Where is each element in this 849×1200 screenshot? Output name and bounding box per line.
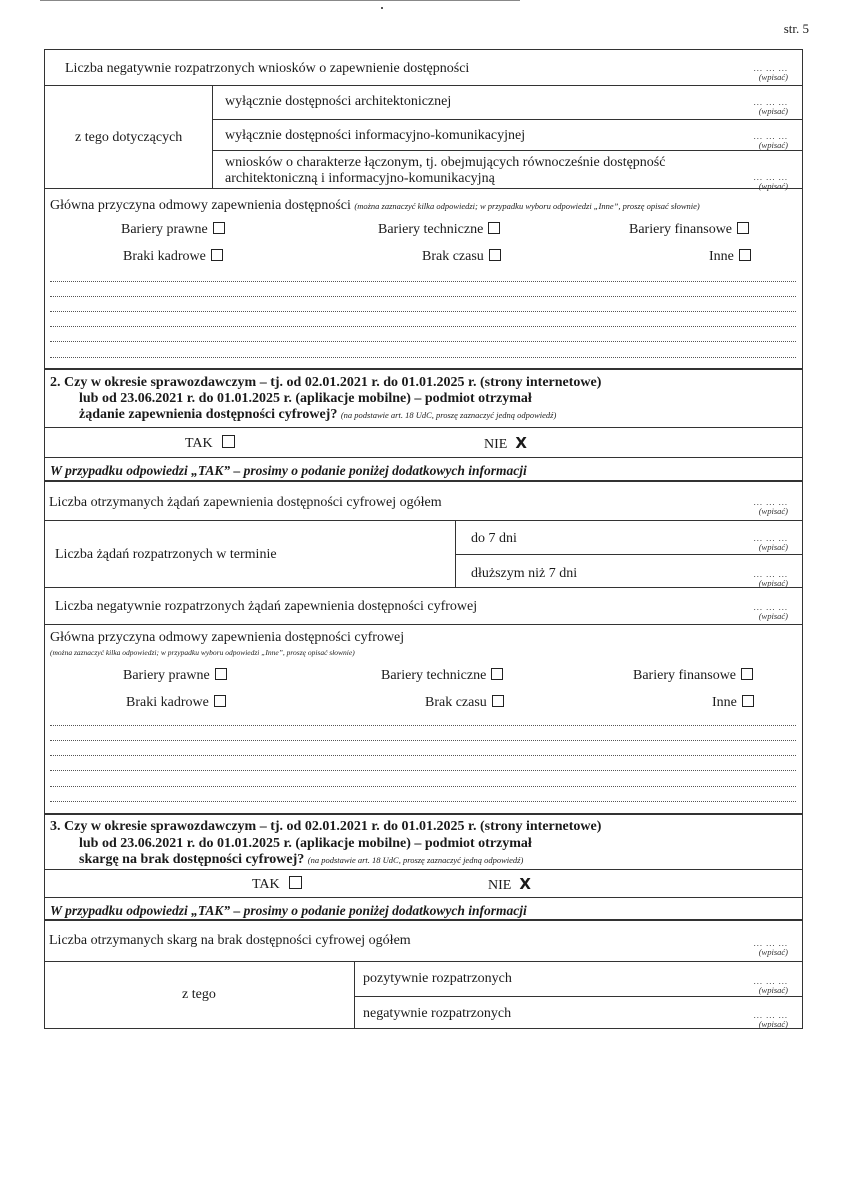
q2-if-yes: W przypadku odpowiedzi „TAK” – prosimy o podanie poniżej dodatkowych informacji [50,463,527,478]
q2-neg-label: Liczba negatywnie rozpatrzonych żądań zapewnienia dostępności cyfrowej [55,599,478,614]
checkbox[interactable] [491,668,503,680]
combined-label-1: wniosków o charakterze łączonym, tj. obejmujących równocześnie dostępność [225,155,666,170]
checkbox[interactable] [488,222,500,234]
scan-dot [381,7,383,9]
q2-reason-note: (można zaznaczyć kilka odpowiedzi; w przypadku wyboru odpowiedzi „Inne”, proszę opisać słownie) [50,648,355,657]
checkbox[interactable] [492,695,504,707]
opt-staff[interactable]: Braki kadrowe [123,248,223,265]
checkbox[interactable] [214,695,226,707]
checkbox[interactable] [489,249,501,261]
checkbox[interactable] [211,249,223,261]
entry-hint[interactable]: ... ... ... (wpisać) [753,497,788,516]
info-label: wyłącznie dostępności informacyjno-komunikacyjnej [225,128,526,143]
description-line[interactable] [50,357,796,358]
z-tego-label: z tego dotyczących [75,130,183,145]
entry-hint[interactable]: ... ... ... (wpisać) [753,131,788,150]
q2-opt-time[interactable]: Brak czasu [425,694,504,711]
q2-line2: lub od 23.06.2021 r. do 01.01.2025 r. (aplikacje mobilne) – podmiot otrzymał [79,391,532,406]
description-line[interactable] [50,770,796,771]
description-line[interactable] [50,801,796,802]
entry-hint[interactable]: ... ... ... (wpisać) [753,976,788,995]
description-line[interactable] [50,341,796,342]
q2-line3: żądanie zapewnienia dostępności cyfrowej? (na podstawie art. 18 UdC, proszę zaznaczyć jedną odpowiedź) [79,407,557,422]
checkbox[interactable] [222,435,235,448]
q3-z-tego: z tego [182,987,216,1002]
q2-no[interactable]: NIE X [484,434,527,452]
neg-requests-label: Liczba negatywnie rozpatrzonych wniosków o zapewnienie dostępności [65,61,470,76]
q3-neg-label: negatywnie rozpatrzonych [363,1006,512,1021]
opt-other[interactable]: Inne [709,248,751,265]
description-line[interactable] [50,311,796,312]
description-line[interactable] [50,281,796,282]
q2-total-label: Liczba otrzymanych żądań zapewnienia dostępności cyfrowej ogółem [49,495,442,510]
entry-hint[interactable]: ... ... ... (wpisać) [753,63,788,82]
q3-if-yes: W przypadku odpowiedzi „TAK” – prosimy o podanie poniżej dodatkowych informacji [50,903,527,918]
q2-opt-staff[interactable]: Braki kadrowe [126,694,226,711]
description-line[interactable] [50,786,796,787]
q3-line1: 3. Czy w okresie sprawozdawczym – tj. od 02.01.2021 r. do 01.01.2025 r. (strony internetowe) [50,819,602,834]
q2-line1: 2. Czy w okresie sprawozdawczym – tj. od 02.01.2021 r. do 01.01.2025 r. (strony internetowe) [50,375,602,390]
q3-total-label: Liczba otrzymanych skarg na brak dostępności cyfrowej ogółem [49,933,411,948]
opt-time[interactable]: Brak czasu [422,248,501,265]
page-number: str. 5 [783,21,809,36]
q2-opt-legal[interactable]: Bariery prawne [123,667,227,684]
checkbox[interactable] [742,695,754,707]
entry-hint[interactable]: ... ... ... (wpisać) [753,938,788,957]
checkbox[interactable] [213,222,225,234]
checkbox[interactable] [741,668,753,680]
q3-no[interactable]: NIE X [488,875,531,893]
opt-financial[interactable]: Bariery finansowe [629,221,749,238]
reason-title: Główna przyczyna odmowy zapewnienia dostępności (można zaznaczyć kilka odpowiedzi; w przypadku wyboru odpowiedzi „Inne”, proszę opisać słownie) [50,198,700,213]
form-sheet [44,49,803,1029]
q2-opt-other[interactable]: Inne [712,694,754,711]
opt-technical[interactable]: Bariery techniczne [378,221,500,238]
checkbox[interactable] [739,249,751,261]
entry-hint[interactable]: ... ... ... (wpisać) [753,533,788,552]
q3-line3: skargę na brak dostępności cyfrowej? (na podstawie art. 18 UdC, proszę zaznaczyć jedną odpowiedź) [79,852,524,867]
q2-opt-technical[interactable]: Bariery techniczne [381,667,503,684]
q2-yes[interactable]: TAK [185,435,235,452]
q2-reason-title: Główna przyczyna odmowy zapewnienia dostępności cyfrowej [50,630,405,645]
checkbox[interactable] [215,668,227,680]
check-mark-icon: X [519,875,531,893]
q2-in-term-label: Liczba żądań rozpatrzonych w terminie [55,547,277,562]
description-line[interactable] [50,740,796,741]
entry-hint[interactable]: ... ... ... (wpisać) [753,602,788,621]
entry-hint[interactable]: ... ... ... (wpisać) [753,1010,788,1029]
checkbox[interactable] [737,222,749,234]
description-line[interactable] [50,326,796,327]
arch-label: wyłącznie dostępności architektonicznej [225,94,452,109]
opt-legal[interactable]: Bariery prawne [121,221,225,238]
checkbox[interactable] [289,876,302,889]
rule [45,49,802,50]
q3-line2: lub od 23.06.2021 r. do 01.01.2025 r. (aplikacje mobilne) – podmiot otrzymał [79,836,532,851]
q3-pos-label: pozytywnie rozpatrzonych [363,971,512,986]
combined-label-2: architektoniczną i informacyjno-komunikacyjną [225,171,495,186]
q2-opt-financial[interactable]: Bariery finansowe [633,667,753,684]
description-line[interactable] [50,296,796,297]
description-line[interactable] [50,755,796,756]
q2-7days-label: do 7 dni [471,531,517,546]
entry-hint[interactable]: ... ... ... (wpisać) [753,97,788,116]
entry-hint[interactable]: ... ... ... (wpisać) [753,569,788,588]
description-line[interactable] [50,725,796,726]
entry-hint[interactable]: ... ... ... (wpisać) [753,172,788,191]
check-mark-icon: X [515,434,527,452]
top-rule [40,0,520,1]
q2-over7-label: dłuższym niż 7 dni [471,566,578,581]
q3-yes[interactable]: TAK [252,876,302,893]
